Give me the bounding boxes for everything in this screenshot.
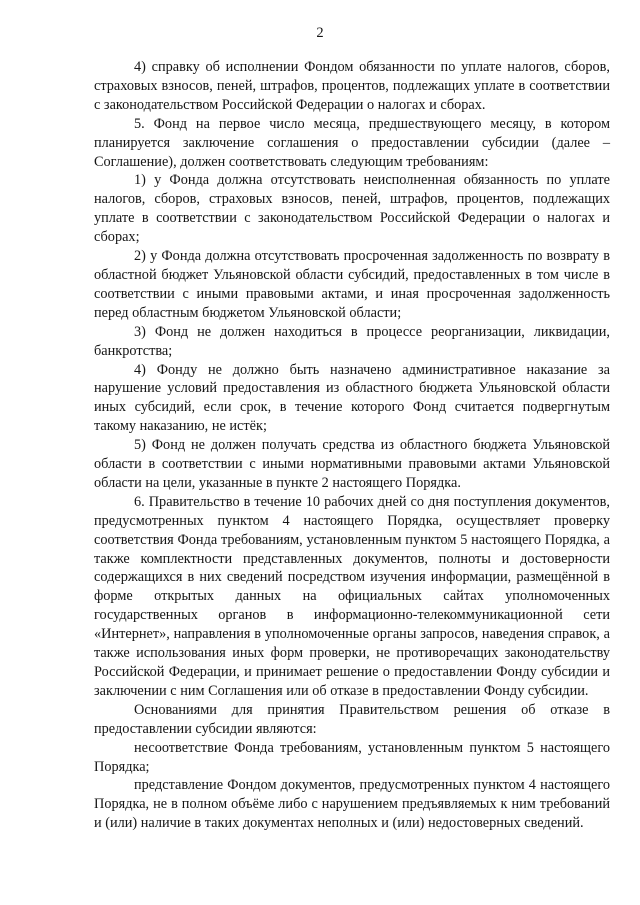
- paragraph-section-5-requirements: 5. Фонд на первое число месяца, предшествующего месяцу, в котором планируется заключение соглашения о предоставлении субсидии (далее – Соглашение), должен соответствовать следующим требованиям:: [94, 115, 610, 170]
- paragraph-requirement-4: 4) Фонду не должно быть назначено административное наказание за нарушение условий предоставления из областного бюджета Ульяновской области иных субсидий, если срок, в течение которого Фонд считается подвергнутым такому наказанию, не истёк;: [94, 361, 610, 435]
- page-number: 2: [316, 25, 324, 41]
- document-body: [94, 58, 610, 833]
- paragraph-requirement-2: 2) у Фонда должна отсутствовать просроченная задолженность по возврату в областной бюджет Ульяновской области субсидий, предоставленных в том числе в соответствии с иными правовыми актами, и иная просроченная задолженность перед областным бюджетом Ульяновской области;: [94, 248, 610, 321]
- paragraph-requirement-1: 1) у Фонда должна отсутствовать неисполненная обязанность по уплате налогов, сборов, страховых взносов, пеней, штрафов, процентов, подлежащих уплате в соответствии с законодательством Российской Федерации о налогах и сборах;: [94, 172, 610, 246]
- paragraph-refusal-ground-1: несоответствие Фонда требованиям, установленным пунктом 5 настоящего Порядка;: [94, 739, 610, 775]
- paragraph-section-6-verification: 6. Правительство в течение 10 рабочих дней со дня поступления документов, предусмотренных пунктом 4 настоящего Порядка, осуществляет проверку соответствия Фонда требованиям, установленным пунктом 5 настоящего Порядка, а также комплектности представленных документов, полноты и достоверности содержащихся в них сведений посредством изучения информации, размещённой в форме открытых данных на официальных сайтах уполномоченных государственных органов в информационно-телекоммуникационной сети «Интернет», направления в уполномоченные органы запросов, наведения справок, а также использования иных форм проверки, не противоречащих законодательству Российской Федерации, и принимает решение о предоставлении Фонду субсидии и заключении с ним Соглашения или об отказе в предоставлении Фонду субсидии.: [94, 493, 610, 699]
- paragraph-requirement-5: 5) Фонд не должен получать средства из областного бюджета Ульяновской области в соответствии с иными нормативными правовыми актами Ульяновской области на цели, указанные в пункте 2 настоящего Порядка.: [94, 437, 610, 491]
- paragraph-refusal-ground-2: представление Фондом документов, предусмотренных пунктом 4 настоящего Порядка, не в полном объёме либо с нарушением предъявляемых к ним требований и (или) наличие в таких документах неполных и (или) недостоверных сведений.: [94, 777, 610, 832]
- paragraph-requirement-3: 3) Фонд не должен находиться в процессе реорганизации, ликвидации, банкротства;: [94, 323, 610, 359]
- paragraph-refusal-grounds-intro: Основаниями для принятия Правительством решения об отказе в предоставлении субсидии являются:: [94, 701, 610, 737]
- paragraph-item-4-tax-certificate: 4) справку об исполнении Фондом обязанности по уплате налогов, сборов, страховых взносов, пеней, штрафов, процентов, подлежащих уплате в соответствии с законодательством Российской Федерации о налогах и сборах.: [94, 59, 610, 113]
